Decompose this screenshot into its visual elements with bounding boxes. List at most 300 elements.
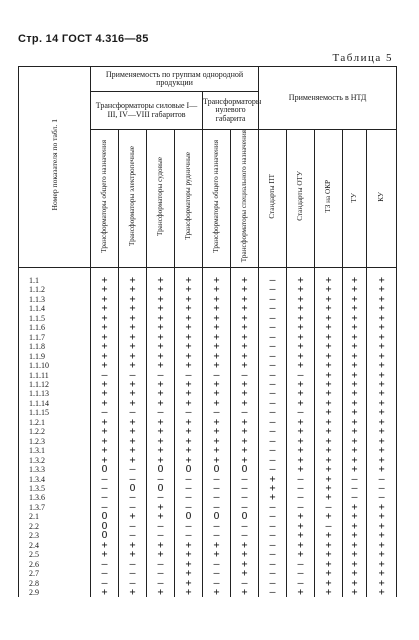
table-cell: + bbox=[315, 427, 343, 436]
table-row bbox=[19, 456, 397, 465]
table-cell: — bbox=[259, 550, 287, 559]
table-cell: + bbox=[315, 408, 343, 417]
table-cell: + bbox=[119, 588, 147, 597]
table-cell: — bbox=[259, 427, 287, 436]
group-applicability-header: Применяемость по группам однородной продукции bbox=[91, 67, 259, 92]
table-cell: + bbox=[287, 323, 315, 332]
table-cell: + bbox=[175, 446, 203, 455]
table-cell: + bbox=[259, 484, 287, 493]
table-cell: — bbox=[259, 361, 287, 370]
table-cell: + bbox=[315, 588, 343, 597]
table-cell: + bbox=[343, 361, 367, 370]
table-cell: — bbox=[287, 371, 315, 380]
table-cell: + bbox=[287, 389, 315, 398]
row-number: 1.3.5 bbox=[19, 484, 91, 493]
table-cell: + bbox=[231, 437, 259, 446]
table-row bbox=[19, 399, 397, 408]
table-cell: + bbox=[231, 268, 259, 286]
table-cell: + bbox=[367, 418, 397, 427]
table-cell: — bbox=[259, 446, 287, 455]
table-cell: — bbox=[119, 371, 147, 380]
row-number: 1.3.3 bbox=[19, 465, 91, 474]
col-header: Трансформаторы общего назначения bbox=[203, 130, 231, 268]
table-cell: + bbox=[119, 285, 147, 294]
table-cell: + bbox=[315, 323, 343, 332]
table-cell: + bbox=[91, 268, 119, 286]
table-cell: — bbox=[231, 531, 259, 540]
table-cell: — bbox=[203, 579, 231, 588]
table-cell: + bbox=[147, 456, 175, 465]
table-cell: + bbox=[147, 361, 175, 370]
table-cell: + bbox=[343, 342, 367, 351]
power-transformers-header: Трансформаторы силовые I—III, IV—VIII габаритов bbox=[91, 92, 203, 130]
table-cell: — bbox=[367, 484, 397, 493]
table-row bbox=[19, 285, 397, 294]
table-cell: + bbox=[287, 418, 315, 427]
table-cell: O bbox=[231, 512, 259, 521]
table-cell: + bbox=[367, 314, 397, 323]
row-number: 2.2 bbox=[19, 522, 91, 531]
table-cell: + bbox=[175, 333, 203, 342]
row-number: 1.1.2 bbox=[19, 285, 91, 294]
table-cell: — bbox=[259, 512, 287, 521]
table-cell: + bbox=[367, 588, 397, 597]
table-cell: — bbox=[231, 522, 259, 531]
table-cell: — bbox=[203, 493, 231, 502]
table-cell: — bbox=[175, 408, 203, 417]
table-cell: + bbox=[175, 323, 203, 332]
table-cell: + bbox=[119, 342, 147, 351]
table-cell: — bbox=[91, 569, 119, 578]
table-cell: + bbox=[367, 268, 397, 286]
col-header: Стандарты ПТ bbox=[259, 130, 287, 268]
table-cell: + bbox=[175, 541, 203, 550]
table-cell: + bbox=[147, 550, 175, 559]
table-cell: + bbox=[91, 399, 119, 408]
table-cell: + bbox=[119, 323, 147, 332]
table-cell: — bbox=[259, 323, 287, 332]
row-number: 1.1.3 bbox=[19, 295, 91, 304]
table-cell: — bbox=[91, 503, 119, 512]
table-cell: — bbox=[203, 560, 231, 569]
table-cell: + bbox=[315, 314, 343, 323]
table-cell: + bbox=[147, 588, 175, 597]
col-header: ТУ bbox=[343, 130, 367, 268]
table-cell: + bbox=[343, 560, 367, 569]
table-cell: + bbox=[119, 437, 147, 446]
table-cell: + bbox=[175, 352, 203, 361]
table-cell: + bbox=[203, 550, 231, 559]
table-cell: — bbox=[367, 475, 397, 484]
table-cell: — bbox=[259, 268, 287, 286]
table-cell: + bbox=[367, 531, 397, 540]
table-cell: — bbox=[259, 437, 287, 446]
table-cell: + bbox=[175, 361, 203, 370]
table-cell: + bbox=[343, 418, 367, 427]
table-cell: + bbox=[367, 446, 397, 455]
table-cell: + bbox=[315, 389, 343, 398]
row-number: 2.5 bbox=[19, 550, 91, 559]
table-cell: — bbox=[119, 493, 147, 502]
table-cell: + bbox=[315, 295, 343, 304]
table-cell: + bbox=[231, 333, 259, 342]
table-cell: + bbox=[91, 295, 119, 304]
table-cell: + bbox=[175, 437, 203, 446]
table-cell: + bbox=[203, 323, 231, 332]
table-cell: — bbox=[147, 522, 175, 531]
table-cell: + bbox=[91, 541, 119, 550]
table-cell: — bbox=[147, 493, 175, 502]
row-number: 1.1 bbox=[19, 268, 91, 286]
table-cell: + bbox=[147, 314, 175, 323]
table-cell: + bbox=[343, 437, 367, 446]
table-cell: + bbox=[343, 323, 367, 332]
table-cell: + bbox=[367, 427, 397, 436]
table-cell: — bbox=[91, 408, 119, 417]
table-cell: + bbox=[119, 550, 147, 559]
table-cell: — bbox=[119, 465, 147, 474]
table-cell: + bbox=[315, 437, 343, 446]
table-cell: + bbox=[231, 418, 259, 427]
table-cell: — bbox=[147, 475, 175, 484]
table-cell: O bbox=[147, 465, 175, 474]
table-cell: — bbox=[175, 475, 203, 484]
table-cell: + bbox=[147, 323, 175, 332]
table-cell: — bbox=[175, 371, 203, 380]
table-cell: + bbox=[231, 541, 259, 550]
table-cell: + bbox=[231, 550, 259, 559]
table-cell: — bbox=[231, 475, 259, 484]
table-cell: + bbox=[343, 569, 367, 578]
zero-dimension-header: Трансформаторы нулевого габарита bbox=[203, 92, 259, 130]
table-cell: + bbox=[203, 304, 231, 313]
table-row bbox=[19, 361, 397, 370]
table-cell: + bbox=[231, 399, 259, 408]
table-cell: + bbox=[91, 285, 119, 294]
row-number: 1.3.4 bbox=[19, 475, 91, 484]
table-cell: + bbox=[203, 427, 231, 436]
table-cell: + bbox=[315, 285, 343, 294]
table-row bbox=[19, 560, 397, 569]
table-cell: — bbox=[91, 475, 119, 484]
table-cell: — bbox=[119, 503, 147, 512]
row-number: 1.3.7 bbox=[19, 503, 91, 512]
table-cell: + bbox=[147, 268, 175, 286]
table-row bbox=[19, 333, 397, 342]
table-cell: + bbox=[231, 456, 259, 465]
row-number: 1.3.2 bbox=[19, 456, 91, 465]
table-cell: + bbox=[287, 333, 315, 342]
table-cell: + bbox=[91, 588, 119, 597]
table-cell: — bbox=[259, 541, 287, 550]
table-cell: + bbox=[315, 569, 343, 578]
table-cell: — bbox=[175, 484, 203, 493]
table-cell: — bbox=[231, 371, 259, 380]
table-cell: + bbox=[203, 314, 231, 323]
table-row bbox=[19, 446, 397, 455]
table-cell: + bbox=[175, 579, 203, 588]
table-cell: — bbox=[91, 493, 119, 502]
table-cell: + bbox=[231, 427, 259, 436]
table-cell: + bbox=[91, 427, 119, 436]
table-row bbox=[19, 579, 397, 588]
table-cell: — bbox=[147, 560, 175, 569]
table-cell: — bbox=[147, 579, 175, 588]
table-cell: O bbox=[175, 512, 203, 521]
table-cell: O bbox=[91, 465, 119, 474]
table-cell: + bbox=[147, 389, 175, 398]
table-cell: — bbox=[259, 588, 287, 597]
table-cell: + bbox=[367, 437, 397, 446]
table-cell: — bbox=[287, 503, 315, 512]
table-cell: + bbox=[315, 493, 343, 502]
table-cell: + bbox=[287, 588, 315, 597]
table-cell: + bbox=[315, 268, 343, 286]
table-cell: + bbox=[147, 352, 175, 361]
table-cell: + bbox=[287, 465, 315, 474]
table-cell: + bbox=[315, 550, 343, 559]
table-cell: + bbox=[203, 418, 231, 427]
table-cell: + bbox=[343, 389, 367, 398]
col-header: КУ bbox=[367, 130, 397, 268]
table-row bbox=[19, 418, 397, 427]
table-cell: O bbox=[91, 531, 119, 540]
table-cell: + bbox=[175, 399, 203, 408]
row-number: 2.1 bbox=[19, 512, 91, 521]
table-row bbox=[19, 389, 397, 398]
table-cell: + bbox=[91, 380, 119, 389]
table-cell: + bbox=[175, 285, 203, 294]
table-cell: O bbox=[147, 484, 175, 493]
table-cell: O bbox=[91, 512, 119, 521]
table-cell: + bbox=[91, 352, 119, 361]
table-cell: + bbox=[367, 380, 397, 389]
table-cell: — bbox=[259, 531, 287, 540]
row-number: 2.3 bbox=[19, 531, 91, 540]
table-cell: + bbox=[119, 268, 147, 286]
table-cell: + bbox=[231, 446, 259, 455]
table-cell: + bbox=[91, 456, 119, 465]
table-cell: — bbox=[147, 408, 175, 417]
table-cell: — bbox=[203, 408, 231, 417]
table-cell: + bbox=[231, 295, 259, 304]
table-cell: + bbox=[203, 399, 231, 408]
row-number: 1.1.15 bbox=[19, 408, 91, 417]
table-cell: + bbox=[343, 314, 367, 323]
table-cell: + bbox=[231, 304, 259, 313]
row-number: 2.7 bbox=[19, 569, 91, 578]
col-header: Трансформаторы общего назначения bbox=[91, 130, 119, 268]
table-row bbox=[19, 465, 397, 474]
table-cell: — bbox=[259, 314, 287, 323]
table-cell: + bbox=[343, 522, 367, 531]
table-cell: — bbox=[203, 531, 231, 540]
table-cell: + bbox=[203, 588, 231, 597]
table-cell: + bbox=[231, 389, 259, 398]
table-cell: + bbox=[231, 560, 259, 569]
table-cell: + bbox=[259, 475, 287, 484]
table-cell: + bbox=[343, 550, 367, 559]
table-cell: + bbox=[147, 333, 175, 342]
table-cell: + bbox=[367, 503, 397, 512]
table-cell: + bbox=[367, 399, 397, 408]
table-cell: + bbox=[147, 380, 175, 389]
table-cell: — bbox=[259, 418, 287, 427]
table-row bbox=[19, 380, 397, 389]
table-cell: + bbox=[175, 456, 203, 465]
table-cell: — bbox=[203, 569, 231, 578]
table-cell: + bbox=[367, 295, 397, 304]
table-cell: — bbox=[147, 531, 175, 540]
table-row bbox=[19, 427, 397, 436]
table-cell: + bbox=[119, 427, 147, 436]
table-cell: — bbox=[175, 531, 203, 540]
table-cell: + bbox=[367, 456, 397, 465]
table-cell: + bbox=[315, 531, 343, 540]
table-cell: + bbox=[315, 465, 343, 474]
table-cell: — bbox=[147, 371, 175, 380]
table-cell: + bbox=[287, 531, 315, 540]
table-cell: + bbox=[147, 512, 175, 521]
table-row bbox=[19, 295, 397, 304]
table-cell: — bbox=[343, 475, 367, 484]
table-cell: — bbox=[147, 569, 175, 578]
table-cell: + bbox=[147, 399, 175, 408]
table-cell: O bbox=[231, 465, 259, 474]
table-cell: — bbox=[259, 465, 287, 474]
table-cell: + bbox=[203, 295, 231, 304]
table-cell: — bbox=[203, 475, 231, 484]
table-cell: + bbox=[203, 380, 231, 389]
table-cell: + bbox=[119, 333, 147, 342]
table-cell: + bbox=[147, 437, 175, 446]
table-cell: + bbox=[175, 569, 203, 578]
table-cell: — bbox=[287, 484, 315, 493]
table-cell: O bbox=[203, 512, 231, 521]
table-row bbox=[19, 550, 397, 559]
table-cell: + bbox=[315, 333, 343, 342]
table-cell: + bbox=[343, 465, 367, 474]
table-cell: + bbox=[91, 314, 119, 323]
table-cell: + bbox=[287, 295, 315, 304]
table-cell: + bbox=[367, 352, 397, 361]
table-row bbox=[19, 484, 397, 493]
table-cell: + bbox=[343, 427, 367, 436]
table-cell: — bbox=[315, 522, 343, 531]
table-cell: — bbox=[343, 493, 367, 502]
table-row bbox=[19, 541, 397, 550]
table-cell: — bbox=[175, 522, 203, 531]
table-cell: — bbox=[259, 408, 287, 417]
table-cell: — bbox=[119, 475, 147, 484]
table-cell: + bbox=[343, 541, 367, 550]
table-cell: + bbox=[287, 437, 315, 446]
col-header: Трансформаторы рудничные bbox=[175, 130, 203, 268]
table-cell: + bbox=[315, 484, 343, 493]
table-cell: + bbox=[203, 456, 231, 465]
table-cell: + bbox=[287, 541, 315, 550]
table-cell: + bbox=[119, 418, 147, 427]
table-cell: — bbox=[203, 503, 231, 512]
table-cell: — bbox=[259, 333, 287, 342]
table-cell: + bbox=[175, 380, 203, 389]
table-cell: + bbox=[287, 522, 315, 531]
table-cell: + bbox=[287, 285, 315, 294]
row-number: 2.4 bbox=[19, 541, 91, 550]
table-cell: + bbox=[315, 352, 343, 361]
table-cell: — bbox=[91, 371, 119, 380]
table-cell: — bbox=[175, 493, 203, 502]
table-cell: — bbox=[259, 371, 287, 380]
table-cell: + bbox=[175, 427, 203, 436]
table-cell: — bbox=[231, 579, 259, 588]
table-cell: + bbox=[147, 446, 175, 455]
table-row bbox=[19, 342, 397, 351]
table-cell: + bbox=[231, 323, 259, 332]
row-number: 1.2.3 bbox=[19, 437, 91, 446]
table-row bbox=[19, 512, 397, 521]
table-cell: + bbox=[175, 268, 203, 286]
table-cell: — bbox=[259, 560, 287, 569]
table-cell: + bbox=[367, 371, 397, 380]
table-cell: + bbox=[147, 295, 175, 304]
table-cell: — bbox=[231, 484, 259, 493]
table-cell: + bbox=[119, 541, 147, 550]
table-cell: — bbox=[231, 503, 259, 512]
table-cell: + bbox=[203, 541, 231, 550]
table-cell: + bbox=[343, 399, 367, 408]
row-number: 1.1.9 bbox=[19, 352, 91, 361]
table-cell: + bbox=[315, 371, 343, 380]
table-cell: + bbox=[287, 268, 315, 286]
table-row bbox=[19, 268, 397, 286]
table-cell: + bbox=[147, 285, 175, 294]
table-cell: + bbox=[287, 380, 315, 389]
table-cell: + bbox=[367, 333, 397, 342]
table-cell: + bbox=[203, 352, 231, 361]
table-cell: — bbox=[119, 579, 147, 588]
table-row bbox=[19, 588, 397, 597]
table-cell: O bbox=[203, 465, 231, 474]
row-number: 1.1.14 bbox=[19, 399, 91, 408]
table-cell: + bbox=[343, 579, 367, 588]
table-cell: + bbox=[287, 550, 315, 559]
table-cell: — bbox=[119, 522, 147, 531]
table-cell: + bbox=[175, 304, 203, 313]
table-cell: + bbox=[343, 371, 367, 380]
row-number: 1.3.6 bbox=[19, 493, 91, 502]
row-number: 1.2.2 bbox=[19, 427, 91, 436]
table-cell: + bbox=[367, 550, 397, 559]
table-cell: + bbox=[91, 361, 119, 370]
table-cell: — bbox=[259, 342, 287, 351]
col-header: Трансформаторы специального назначения bbox=[231, 130, 259, 268]
table-cell: O bbox=[175, 465, 203, 474]
row-number: 1.1.5 bbox=[19, 314, 91, 323]
table-cell: + bbox=[343, 588, 367, 597]
table-cell: — bbox=[259, 522, 287, 531]
table-cell: — bbox=[231, 493, 259, 502]
table-cell: — bbox=[287, 569, 315, 578]
table-cell: + bbox=[175, 560, 203, 569]
table-row bbox=[19, 314, 397, 323]
row-number: 1.1.13 bbox=[19, 389, 91, 398]
table-cell: + bbox=[315, 399, 343, 408]
table-cell: + bbox=[315, 342, 343, 351]
table-row bbox=[19, 408, 397, 417]
table-caption: Таблица 5 bbox=[332, 52, 393, 64]
table-cell: + bbox=[343, 380, 367, 389]
